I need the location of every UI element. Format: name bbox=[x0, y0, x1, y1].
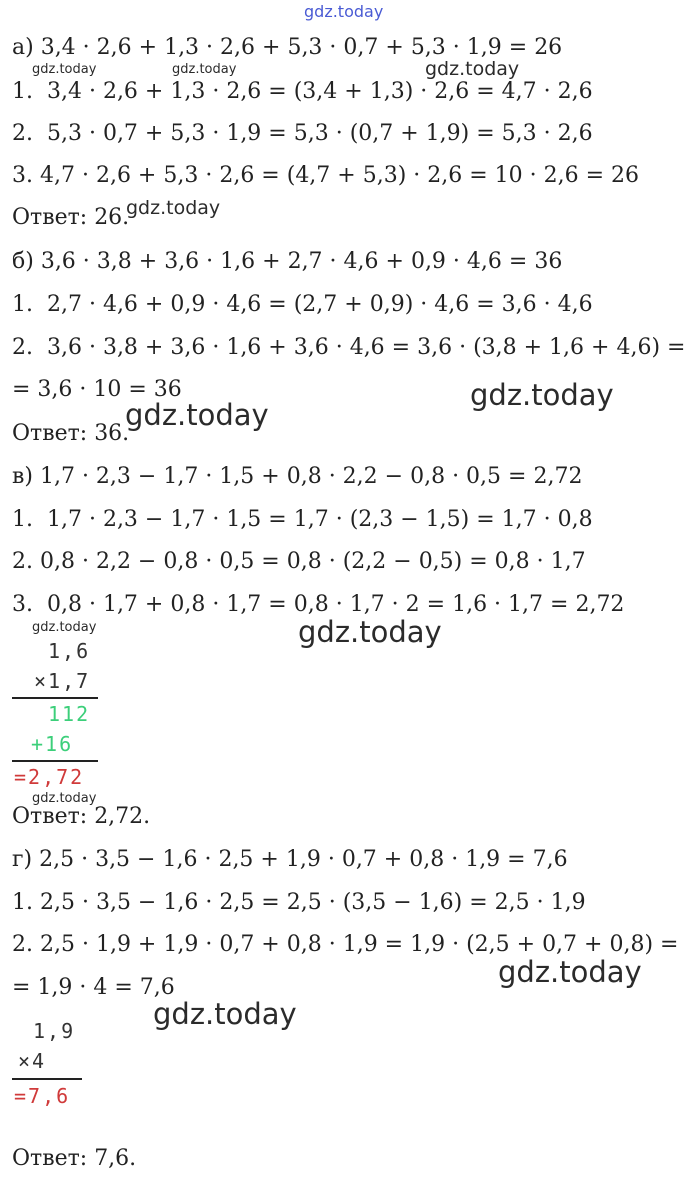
watermark: gdz.today bbox=[153, 997, 297, 1031]
part-a-heading: а) 3,4 · 2,6 + 1,3 · 2,6 + 5,3 · 0,7 + 5,3 · 1,9 = 26 bbox=[12, 35, 563, 60]
part-v-step1: 1. 1,7 · 2,3 − 1,7 · 1,5 = 1,7 · (2,3 − 1,5) = 1,7 · 0,8 bbox=[12, 507, 593, 532]
calc-v-multiplicand: 1,6 bbox=[48, 639, 91, 663]
part-b-step1: 1. 2,7 · 4,6 + 0,9 · 4,6 = (2,7 + 0,9) · 4,6 = 3,6 · 4,6 bbox=[12, 292, 593, 317]
calc-v-rule bbox=[12, 697, 98, 699]
watermark: gdz.today bbox=[32, 620, 97, 635]
part-b-step2: 2. 3,6 · 3,8 + 3,6 · 1,6 + 3,6 · 4,6 = 3,6 · (3,8 + 1,6 + 4,6) = bbox=[12, 335, 686, 360]
watermark: gdz.today bbox=[425, 58, 520, 80]
calc-v-multiplier: ×1,7 bbox=[34, 669, 91, 693]
calc-g-rule bbox=[12, 1078, 82, 1080]
watermark: gdz.today bbox=[172, 62, 237, 77]
watermark: gdz.today bbox=[126, 197, 221, 219]
watermark: gdz.today bbox=[32, 791, 97, 806]
calc-g-multiplier: ×4 bbox=[18, 1049, 47, 1073]
watermark: gdz.today bbox=[32, 62, 97, 77]
part-v-step2: 2. 0,8 · 2,2 − 0,8 · 0,5 = 0,8 · (2,2 − 0,5) = 0,8 · 1,7 bbox=[12, 549, 586, 574]
calc-v-partial1: 112 bbox=[48, 702, 91, 726]
calc-g-result: =7,6 bbox=[14, 1084, 71, 1108]
watermark-top: gdz.today bbox=[304, 2, 384, 21]
calc-v-result: =2,72 bbox=[14, 765, 85, 789]
part-a-step3: 3. 4,7 · 2,6 + 5,3 · 2,6 = (4,7 + 5,3) · 2,6 = 10 · 2,6 = 26 bbox=[12, 163, 640, 188]
part-v-step3: 3. 0,8 · 1,7 + 0,8 · 1,7 = 0,8 · 1,7 · 2 = 1,6 · 1,7 = 2,72 bbox=[12, 592, 625, 617]
part-g-answer: Ответ: 7,6. bbox=[12, 1146, 137, 1171]
watermark: gdz.today bbox=[498, 955, 642, 989]
watermark: gdz.today bbox=[125, 398, 269, 432]
part-g-heading: г) 2,5 · 3,5 − 1,6 · 2,5 + 1,9 · 0,7 + 0,8 · 1,9 = 7,6 bbox=[12, 847, 568, 872]
watermark: gdz.today bbox=[298, 615, 442, 649]
part-b-heading: б) 3,6 · 3,8 + 3,6 · 1,6 + 2,7 · 4,6 + 0,9 · 4,6 = 36 bbox=[12, 249, 563, 274]
part-v-heading: в) 1,7 · 2,3 − 1,7 · 1,5 + 0,8 · 2,2 − 0,8 · 0,5 = 2,72 bbox=[12, 464, 583, 489]
part-b-answer: Ответ: 36. bbox=[12, 421, 130, 446]
part-a-answer: Ответ: 26. bbox=[12, 205, 130, 230]
watermark: gdz.today bbox=[470, 378, 614, 412]
part-a-step1: 1. 3,4 · 2,6 + 1,3 · 2,6 = (3,4 + 1,3) · 2,6 = 4,7 · 2,6 bbox=[12, 79, 593, 104]
calc-v-partial2: +16 bbox=[31, 732, 74, 756]
part-g-step2: 2. 2,5 · 1,9 + 1,9 · 0,7 + 0,8 · 1,9 = 1,9 · (2,5 + 0,7 + 0,8) = bbox=[12, 932, 679, 957]
part-a-step2: 2. 5,3 · 0,7 + 5,3 · 1,9 = 5,3 · (0,7 + 1,9) = 5,3 · 2,6 bbox=[12, 121, 593, 146]
part-b-step2-cont: = 3,6 · 10 = 36 bbox=[12, 377, 182, 402]
part-g-step2-cont: = 1,9 · 4 = 7,6 bbox=[12, 975, 175, 1000]
part-g-step1: 1. 2,5 · 3,5 − 1,6 · 2,5 = 2,5 · (3,5 − 1,6) = 2,5 · 1,9 bbox=[12, 890, 586, 915]
part-v-answer: Ответ: 2,72. bbox=[12, 804, 151, 829]
calc-g-multiplicand: 1,9 bbox=[33, 1019, 76, 1043]
calc-v-rule bbox=[12, 760, 98, 762]
